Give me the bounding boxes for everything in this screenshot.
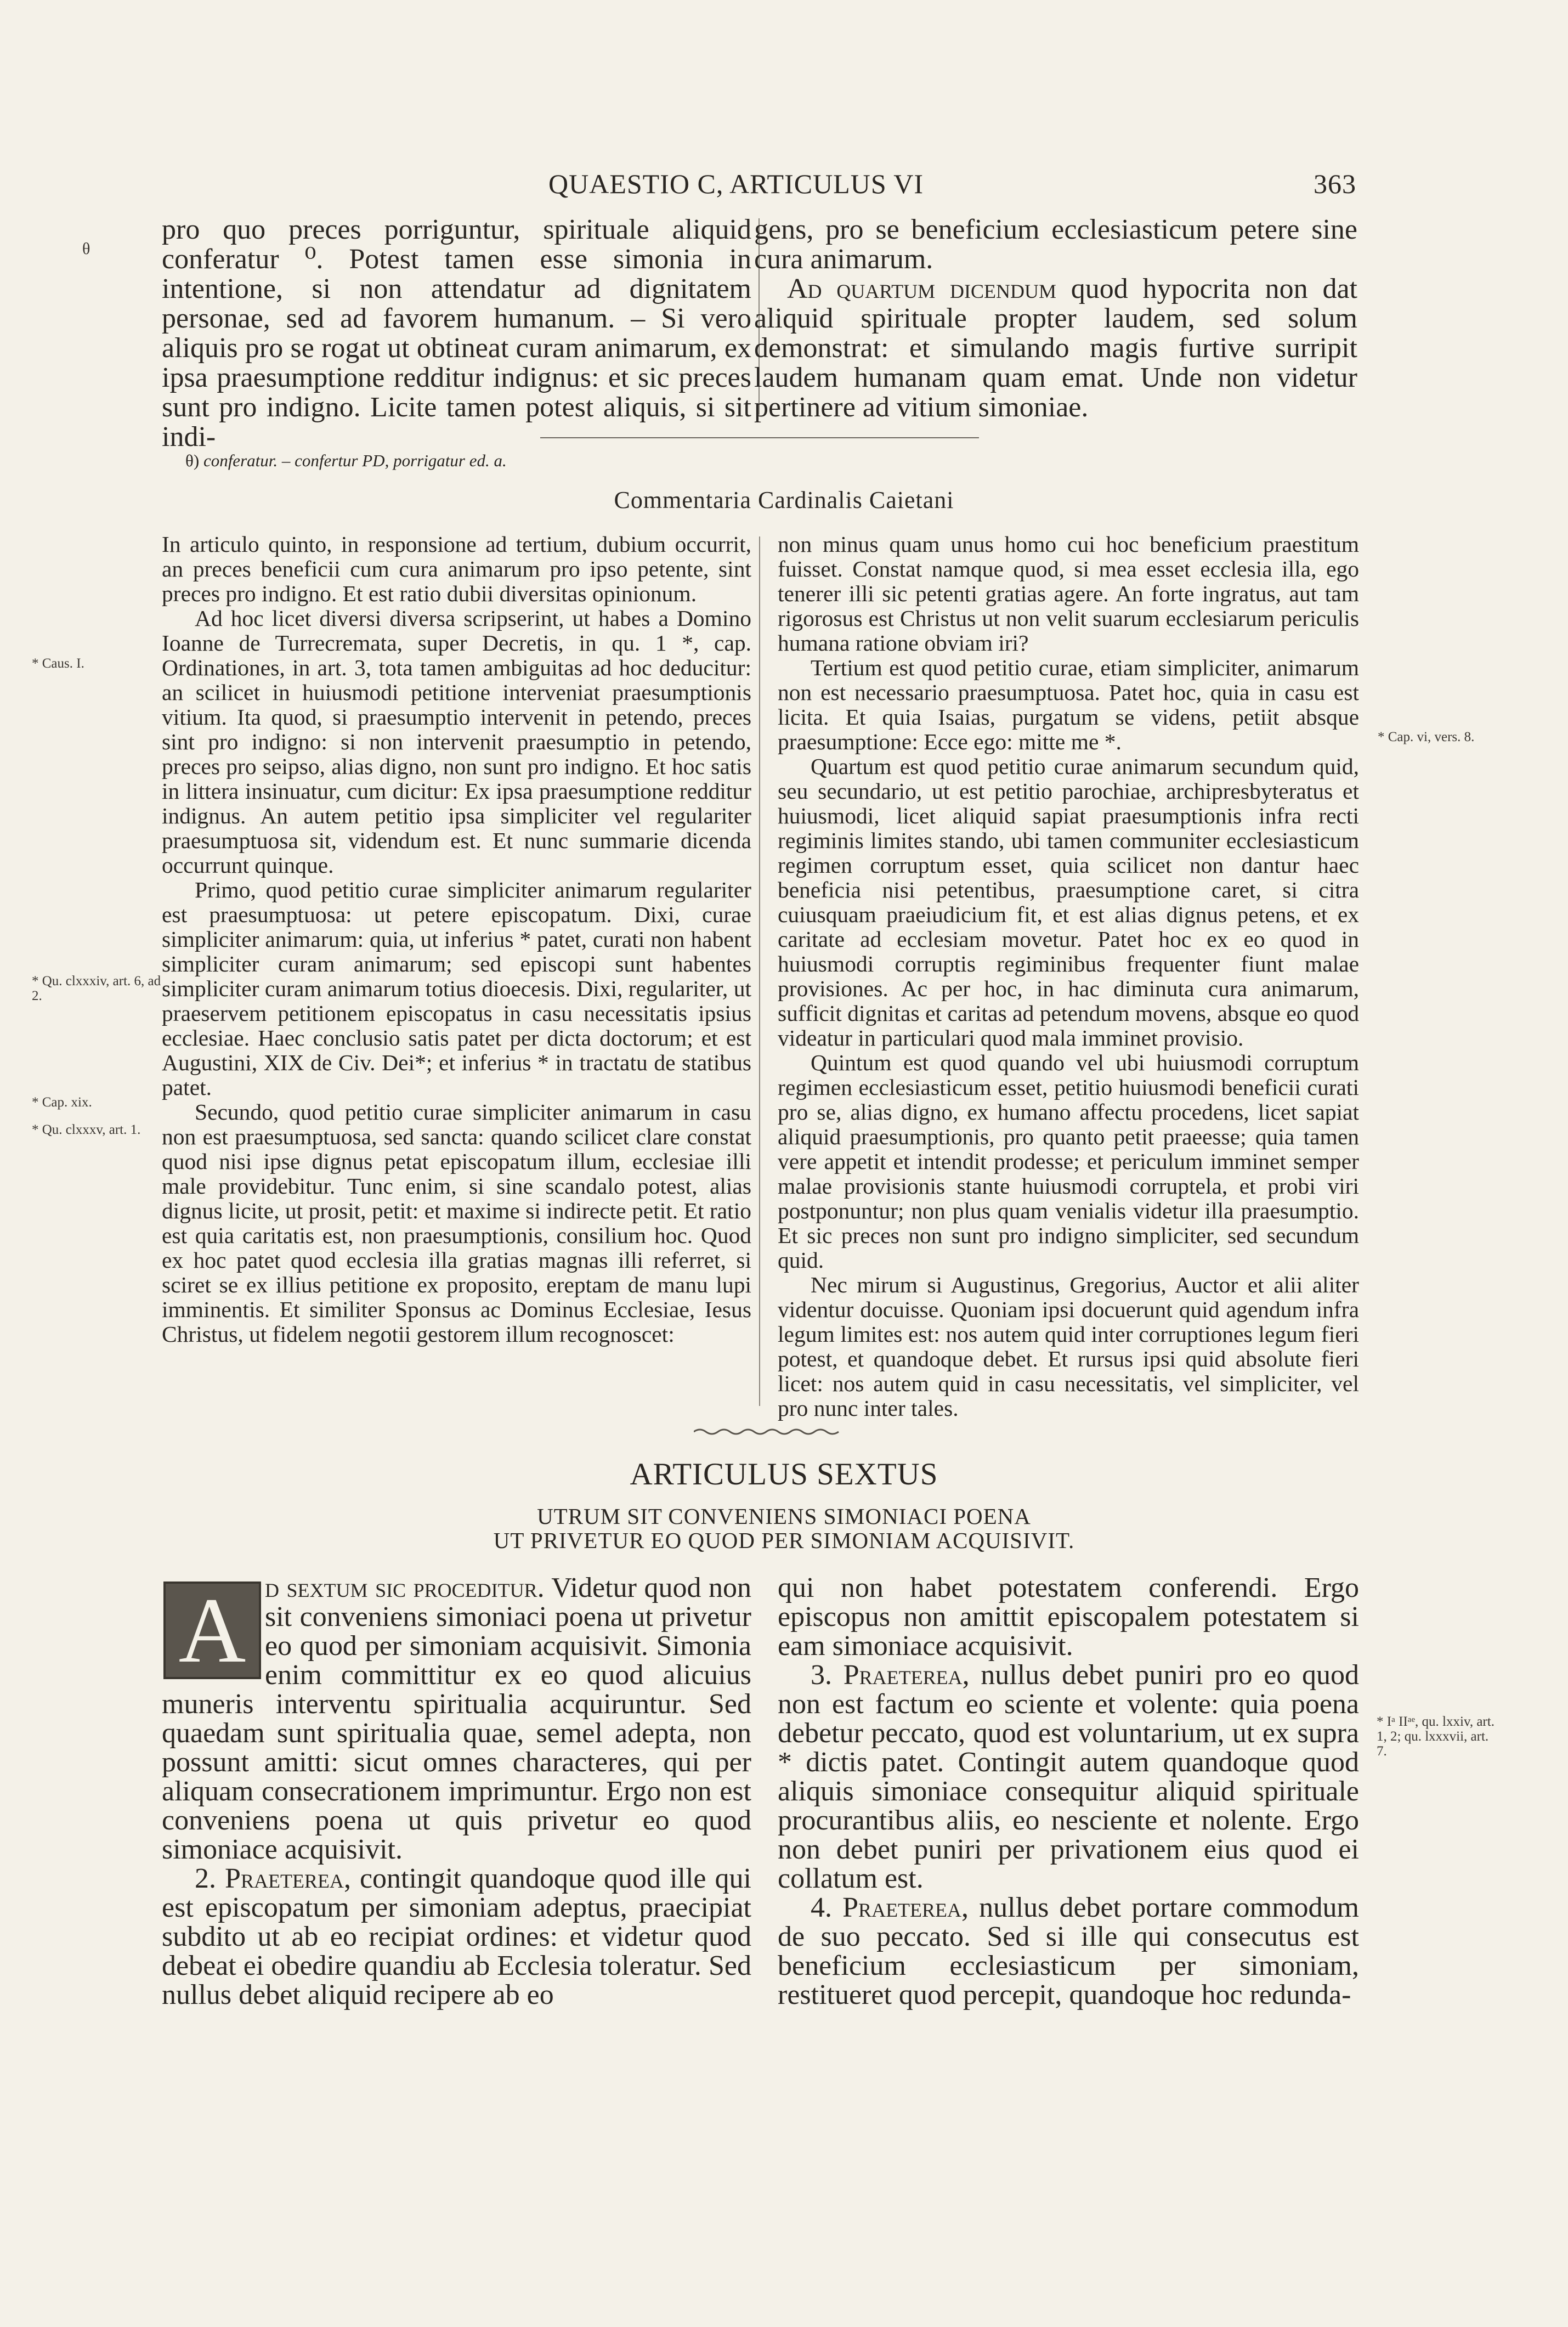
commentary-left-column (162, 532, 751, 1347)
footnote (185, 451, 507, 471)
commentary-right-paragraph: Tertium est quod petitio curae, etiam simpliciter, animarum non est necessario praesumptuosa. Patet hoc, quia in casu est licita. Et quia Isaias, purgatum se videns, petiit absque praesumptione: Ecce ego: mitte me *. (778, 655, 1359, 754)
margin-note-caus: * Caus. I. (32, 656, 84, 671)
drop-cap-letter: A (178, 1579, 246, 1682)
margin-note-qu-clxxxv: * Qu. clxxxv, art. 1. (32, 1122, 141, 1137)
article-left-paragraph-2: 2. Praeterea, contingit quandoque quod ille qui est episcopatum per simoniam adeptus, praecipiat subdito ut ab eo recipiat ordines: et videtur quod debeat ei obedire quandiu ab Ecclesia toleratur. Sed nullus debet aliquid recipere ab eo (162, 1863, 751, 2010)
commentary-left-paragraph: Secundo, quod petitio curae simpliciter animarum in casu non est praesumptuosa, sed sancta: quando scilicet clare constat quod nisi ipse dignus petat episcopatum illum, ecclesiae illi male providebitur. Tunc enim, si sine scandalo potest, alias dignus licite, ut prosit, petit: et maxime si indirecte petit. Et ratio est quia caritatis est, non praesumptionis, consilium hoc. Quod ex hoc patet quod ecclesia illa gratias magnas illi referret, si sciret se ex illius petitione ex proposito, ereptam de manu lupi imminentis. Et similiter Sponsus ac Dominus Ecclesiae, Iesus Christus, ut fidelem negotii gestorem illum recognoscet: (162, 1099, 751, 1347)
footnote-rule (540, 437, 979, 438)
footnote-marker: θ) (185, 451, 203, 470)
commentary-right-column (778, 532, 1359, 1421)
reply-lead: Ad quartum dicendum (787, 273, 1056, 304)
margin-note-ia-iiae: * Iᵃ IIᵃᵉ, qu. lxxiv, art. 1, 2; qu. lxxxvii, art. 7. (1377, 1714, 1495, 1759)
commentary-right-paragraph: Nec mirum si Augustinus, Gregorius, Auctor et alii aliter videntur docuisse. Quoniam ipsi docuerunt quid agendum infra legum limites est: nos autem quid inter corruptiones legum fieri potest, et quandoque debet. Et rursus ipsi quid absolute fieri licet: nos autem quid in casu necessitatis, vel simpliciter, vel pro nunc inter tales. (778, 1272, 1359, 1421)
drop-cap-space (162, 1573, 265, 1686)
top-text-left (162, 215, 751, 452)
margin-note-cap-vi: * Cap. vi, vers. 8. (1378, 730, 1475, 744)
margin-note-cap-xix: * Cap. xix. (32, 1095, 92, 1110)
article-subtitle-line-2: UT PRIVETUR EO QUOD PER SIMONIAM ACQUISIVIT. (493, 1528, 1075, 1553)
ornamental-divider (694, 1426, 842, 1437)
article-right-column (778, 1573, 1359, 2009)
commentary-left-paragraph: In articulo quinto, in responsione ad tertium, dubium occurrit, an preces beneficii cum cura animarum pro ipso petente, sint preces pro indigno. Et est ratio dubii diversitas opinionum. (162, 532, 751, 606)
article-right-paragraph-1: qui non habet potestatem conferendi. Ergo episcopus non amittit episcopalem potestatem si eam simoniace acquisivit. (778, 1572, 1359, 1662)
article-right-paragraph-2: 3. Praeterea, nullus debet puniri pro eo quod non est factum eo sciente et volente: quia poena debetur peccato, quod est voluntarium, ut ex supra * dictis patet. Contingit autem quandoque quod aliquis simoniace consequitur aliquid spirituale procurantibus aliis, eo nesciente et nolente. Ergo non debet puniri per privationem eius quod ei collatum est. (778, 1659, 1359, 1894)
article-left-column (162, 1573, 751, 2009)
article-subtitle-line-1: UTRUM SIT CONVENIENS SIMONIACI POENA (537, 1504, 1031, 1529)
margin-note-theta: θ (82, 240, 90, 258)
commentary-right-paragraph: Quintum est quod quando vel ubi huiusmodi corruptum regimen ecclesiasticum esset, petitio huiusmodi beneficii curati pro se, alias digno, ex humano affectu procedens, licet sapiat aliquid praesumptionis, pro quanto petit praeesse; quia tamen vere appetit et intendit prodesse; et periculum imminet semper malae provisionis stante huiusmodi corruptela, et probi viri postponuntur; non plus quam venialis videtur illa praesumptio. Et sic preces non sunt pro indigno simpliciter, sed secundum quid. (778, 1050, 1359, 1273)
margin-note-qu-clxxxiv: * Qu. clxxxiv, art. 6, ad 2. (32, 974, 161, 1003)
article-left-paragraph-1: d sextum sic proceditur. Videtur quod non sit conveniens simoniaci poena ut privetur eo quod per simoniam acquisivit. Simonia enim committitur ex eo quod alicuius muneris interventu spiritualia acquiruntur. Sed quaedam sunt spiritualia quae, semel adepta, non possunt amitti: sicut omnes characteres, qui per aliquam consecrationem imprimuntur. Ergo non est conveniens poena ut quis privetur eo quod simoniace acquisivit. (162, 1572, 752, 1865)
commentary-left-paragraph: Primo, quod petitio curae simpliciter animarum regulariter est praesumptuosa: ut petere episcopatum. Dixi, curae simpliciter animarum: quia, ut inferius * patet, curati non habent simpliciter curam animarum; sed episcopi sunt habentes simpliciter curam animarum totius dioecesis. Dixi, regulariter, ut praeservem petitionem episcopatus in casu necessitatis ipsius ecclesiae. Haec conclusio satis patet per dicta doctorum; et est Augustini, XIX de Civ. Dei*; et inferius * in tractatu de statibus patet. (162, 877, 751, 1100)
article-right-paragraph-3: 4. Praeterea, nullus debet portare commodum de suo peccato. Sed si ille qui consecutus est beneficium ecclesiasticum per simoniam, restitueret quod percepit, quandoque hoc redunda- (778, 1892, 1359, 2010)
commentary-left-paragraph: Ad hoc licet diversi diversa scripserint, ut habes a Domino Ioanne de Turrecremata, super Decretis, in qu. 1 *, cap. Ordinationes, in art. 3, tota tamen ambiguitas ad hoc deducitur: an scilicet in huiusmodi petitione interveniat praesumptionis vitium. Ita quod, si praesumptio intervenit in petendo, preces sint pro indigno: si non intervenit praesumptio in petendo, preces pro seipso, alias digno, non sunt pro indigno. Et hoc satis in littera insinuatur, cum dicitur: Ex ipsa praesumptione redditur indignus. An autem petitio ipsa simpliciter vel regulariter praesumptuosa sit, videndum est. Et nunc summarie dicenda occurrunt quinque. (162, 606, 751, 878)
page-number: 363 (1314, 168, 1356, 199)
article-title: ARTICULUS SEXTUS (630, 1457, 938, 1492)
commentary-right-paragraph: Quartum est quod petitio curae animarum secundum quid, seu secundario, ut est petitio parochiae, archipresbyteratus et huiusmodi, licet aliquid sapiat praesumptionis infra recti regiminis limites stando, ubi tamen communiter ecclesiasticum regimen corruptum esset, quia scilicet non dantur haec beneficia nisi petentibus, praesumptione caret, si citra cuiusquam praeiudicium fit, et est alias dignus petens, et ex caritate ad ecclesiam movetur. Patet hoc ex eo quod in huiusmodi corruptis regiminibus frequenter fiunt malae provisiones. Ac per hoc, in hac diminuta cura animarum, sufficit dignitas et caritas ad petendum movens, absque eo quod videatur in particulari quod mala imminet provisio. (778, 754, 1359, 1050)
top-text-left-paragraph: pro quo preces porriguntur, spirituale aliquid conferatur ⁰. Potest tamen esse simonia in intentione, si non attendatur ad dignitatem personae, sed ad favorem humanum. – Si vero aliquis pro se rogat ut obtineat curam animarum, ex ipsa praesumptione redditur indignus: et sic preces sunt pro indigno. Licite tamen potest aliquis, si sit indi- (162, 214, 751, 453)
footnote-text: conferatur. – confertur PD, porrigatur ed. a. (203, 451, 507, 470)
running-title: QUAESTIO C, ARTICULUS VI (548, 168, 924, 199)
commentary-title: Commentaria Cardinalis Caietani (614, 487, 954, 513)
commentary-right-paragraph: non minus quam unus homo cui hoc beneficium praestitum fuisset. Constat namque quod, si mea esset ecclesia illa, ego tenerer illi sic petenti gratias agere. An forte ingratus, aut tam rigorosus est Christus ut non velit suarum ecclesiarum periculis humana ratione obviam iri? (778, 532, 1359, 656)
column-rule-commentary (759, 536, 760, 1406)
top-text-right (754, 215, 1357, 422)
top-text-right-paragraph-2: Ad quartum dicendum quod hypocrita non dat aliquid spirituale propter laudem, sed solum demonstrat: et simulando magis furtive surripit laudem humanam quam emat. Unde non videtur pertinere ad vitium simoniae. (754, 273, 1357, 423)
top-text-right-paragraph-1: gens, pro se beneficium ecclesiasticum petere sine cura animarum. (754, 214, 1357, 275)
